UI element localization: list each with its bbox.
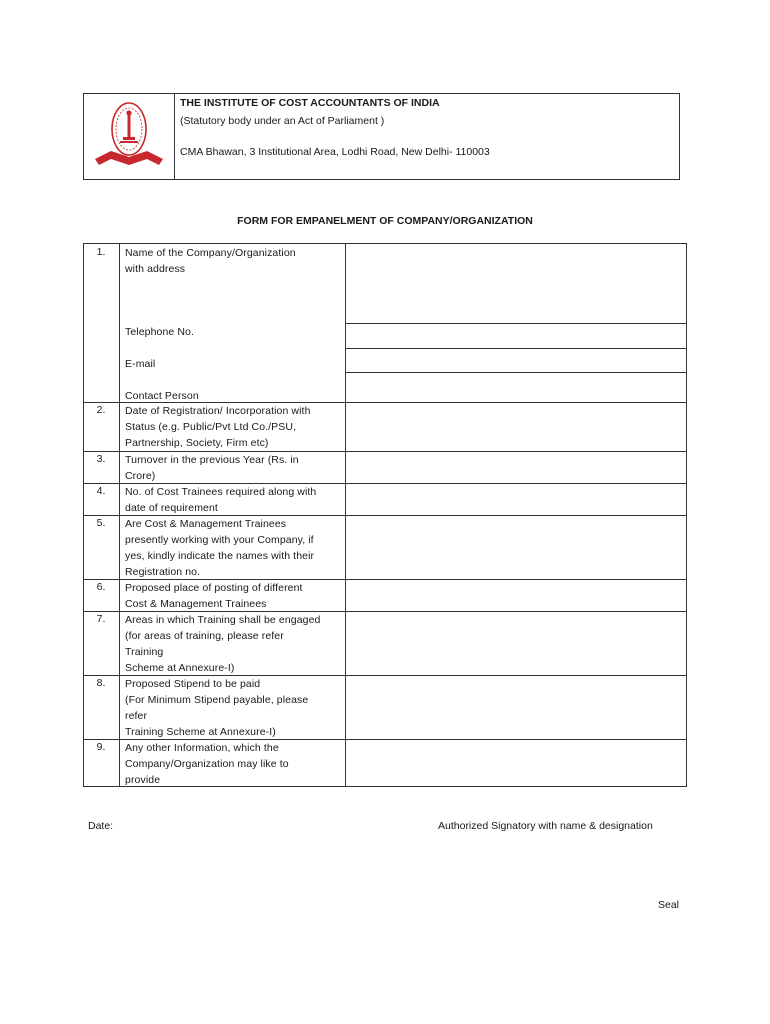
registration-date-field[interactable] [346, 403, 686, 451]
row-label: Any other Information, which the Company/Organization may like to provide [125, 742, 289, 786]
seal-label: Seal [658, 899, 680, 911]
row-number: 9. [96, 741, 106, 753]
row-label: Turnover in the previous Year (Rs. in Crore) [125, 454, 299, 482]
table-border-right [686, 243, 687, 787]
row-number: 1. [96, 246, 106, 258]
telephone-label: Telephone No. [125, 326, 195, 338]
contact-person-field[interactable] [346, 373, 686, 402]
row-label: Areas in which Training shall be engaged (for areas of training, please refer Training Scheme at Annexure-I) [125, 614, 321, 674]
institute-logo-icon [83, 93, 175, 180]
row-number: 7. [96, 613, 106, 625]
training-areas-field[interactable] [346, 612, 686, 675]
logo-cell [83, 93, 175, 180]
date-label: Date: [88, 820, 114, 832]
row-label: Date of Registration/ Incorporation with Status (e.g. Public/Pvt Ltd Co./PSU, Partnership, Society, Firm etc) [125, 405, 311, 449]
turnover-field[interactable] [346, 452, 686, 483]
statutory-note: (Statutory body under an Act of Parliament ) [180, 115, 385, 127]
row-number: 2. [96, 404, 106, 416]
row-label: No. of Cost Trainees required along with date of requirement [125, 486, 317, 514]
row-label: Proposed Stipend to be paid (For Minimum Stipend payable, please refer Training Scheme at Annexure-I) [125, 678, 309, 738]
row-label: Are Cost & Management Trainees presently working with your Company, if yes, kindly indicate the names with their Registration no. [125, 518, 315, 578]
institute-name: THE INSTITUTE OF COST ACCOUNTANTS OF INDIA [180, 97, 440, 109]
row-number: 5. [96, 517, 106, 529]
company-address-field[interactable] [346, 244, 686, 323]
contact-person-label: Contact Person [125, 390, 199, 402]
current-trainees-field[interactable] [346, 516, 686, 579]
row-number: 6. [96, 581, 106, 593]
signatory-label: Authorized Signatory with name & designation [438, 820, 653, 832]
posting-place-field[interactable] [346, 580, 686, 611]
institute-address: CMA Bhawan, 3 Institutional Area, Lodhi Road, New Delhi- 110003 [180, 146, 490, 158]
email-label: E-mail [125, 358, 156, 370]
row-number: 4. [96, 485, 106, 497]
telephone-field[interactable] [346, 324, 686, 348]
trainees-required-field[interactable] [346, 484, 686, 515]
row-label: Name of the Company/Organization with address [125, 247, 296, 275]
row-number: 3. [96, 453, 106, 465]
stipend-field[interactable] [346, 676, 686, 739]
form-title: FORM FOR EMPANELMENT OF COMPANY/ORGANIZATION [237, 215, 533, 227]
row-label: Proposed place of posting of different Cost & Management Trainees [125, 582, 303, 610]
other-info-field[interactable] [346, 740, 686, 786]
email-field[interactable] [346, 349, 686, 372]
row-number: 8. [96, 677, 106, 689]
